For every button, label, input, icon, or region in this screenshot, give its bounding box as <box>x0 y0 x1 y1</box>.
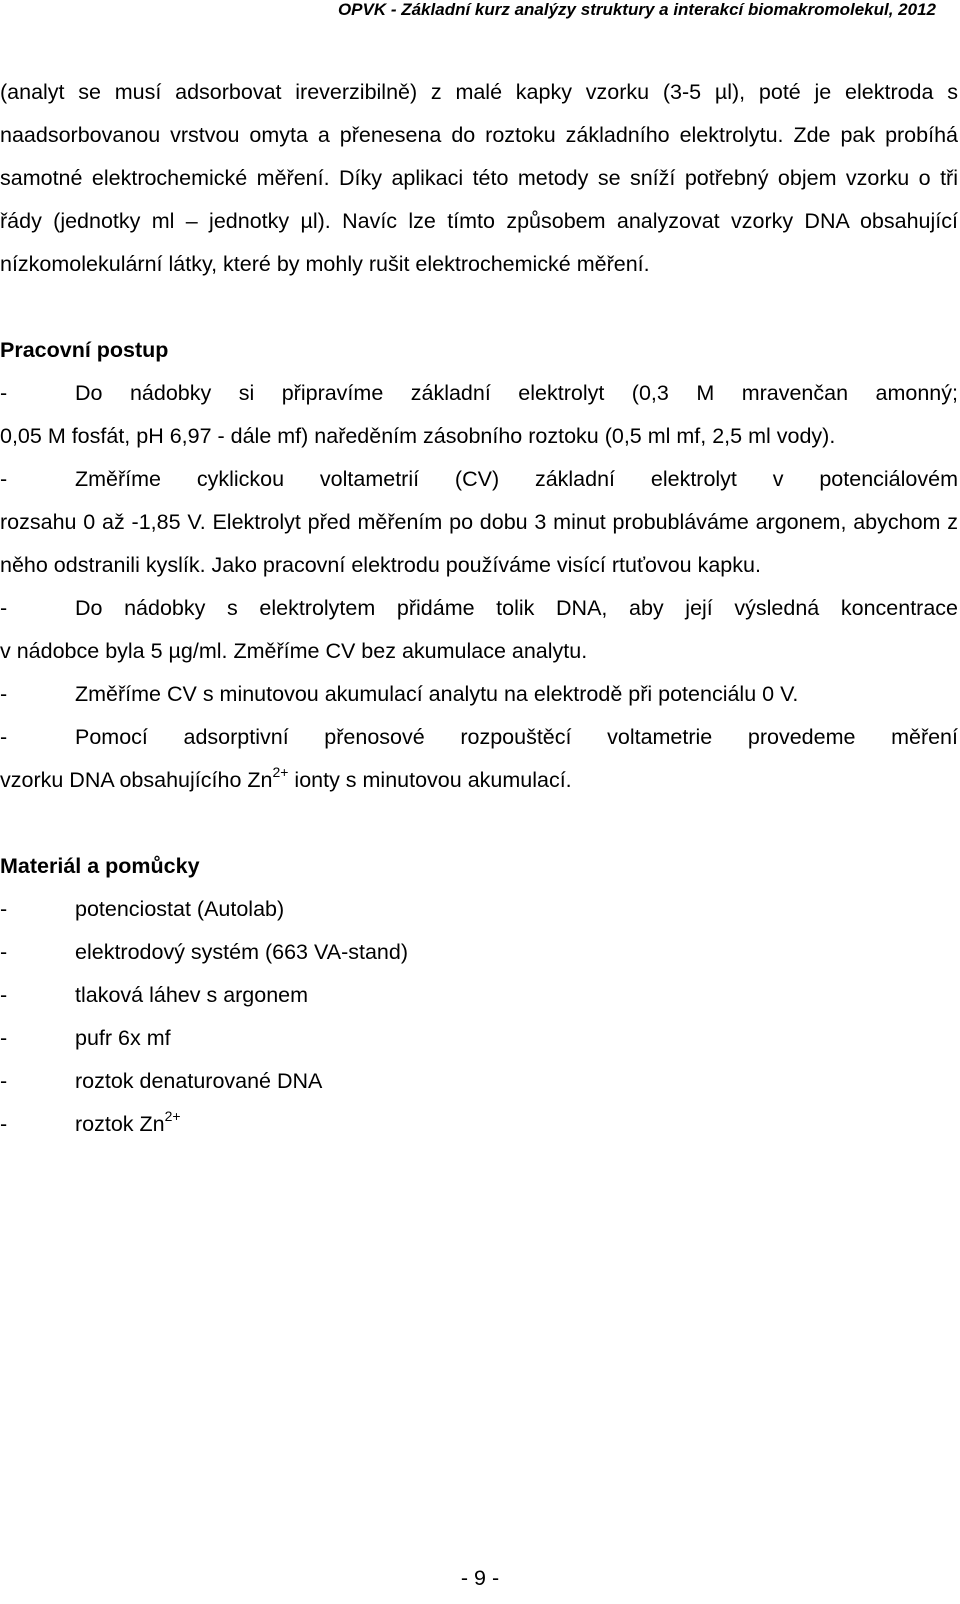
procedure-step <box>0 587 958 673</box>
step-text-rest: v nádobce byla 5 µg/ml. Změříme CV bez akumulace analytu. <box>0 639 588 663</box>
bullet-dash: - <box>0 1112 8 1136</box>
procedure-step <box>0 372 958 458</box>
intro-text: (analyt se musí adsorbovat ireverzibilně) z malé kapky vzorku (3-5 µl), poté je elektroda s naadsorbovanou vrstvou omyta a přenesena do roztoku základního elektrolytu. Zde pak probíhá samotné elektrochemické měření. Díky aplikaci této metody se sníží potřebný objem vzorku o tři řády (jednotky ml – jednotky µl). Navíc lze tímto způsobem analyzovat vzorky DNA obsahující nízkomolekulární látky, které by mohly rušit elektrochemické měření. <box>0 80 958 276</box>
intro-paragraph <box>0 71 958 286</box>
procedure-section <box>0 329 958 802</box>
page-number: - 9 - <box>460 1566 500 1590</box>
materials-item <box>0 931 958 974</box>
procedure-step <box>0 716 958 802</box>
step-text-rest: rozsahu 0 až -1,85 V. Elektrolyt před měřením po dobu 3 minut probubláváme argonem, abychom z něho odstranili kyslík. Jako pracovní elektrodu používáme visící rtuťovou kapku. <box>0 510 958 577</box>
document-body <box>0 71 958 1146</box>
step-text-rest: 0,05 M fosfát, pH 6,97 - dále mf) naředěním zásobního roztoku (0,5 ml mf, 2,5 ml vody). <box>0 424 836 448</box>
bullet-dash: - <box>0 682 8 706</box>
bullet-dash: - <box>0 983 8 1007</box>
item-text: roztok denaturované DNA <box>75 1069 323 1093</box>
bullet-dash: - <box>0 467 8 491</box>
procedure-heading: Pracovní postup <box>0 338 169 362</box>
step-text-first: Změříme cyklickou voltametrií (CV) základní elektrolyt v potenciálovém <box>75 467 958 491</box>
materials-item <box>0 974 958 1017</box>
materials-item <box>0 888 958 931</box>
step-text-rest: vzorku DNA obsahujícího $Zn^{2+}$ ionty s minutovou akumulací. <box>0 763 572 792</box>
procedure-step <box>0 458 958 587</box>
item-text: elektrodový systém (663 VA-stand) <box>75 940 408 964</box>
item-text: pufr 6x mf <box>75 1026 171 1050</box>
step-text-first: Do nádobky si připravíme základní elektrolyt (0,3 M mravenčan amonný; <box>75 381 958 405</box>
superscript-charge: 2+ <box>272 763 289 780</box>
materials-item <box>0 1103 958 1146</box>
bullet-dash: - <box>0 381 8 405</box>
superscript-charge: 2+ <box>164 1107 181 1124</box>
bullet-dash: - <box>0 1069 8 1093</box>
running-header: OPVK - Základní kurz analýzy struktury a interakcí biomakromolekul, 2012 <box>337 0 936 19</box>
procedure-step <box>0 673 958 716</box>
item-text: potenciostat (Autolab) <box>75 897 285 921</box>
bullet-dash: - <box>0 596 8 620</box>
bullet-dash: - <box>0 1026 8 1050</box>
materials-item <box>0 1017 958 1060</box>
step-text-first: Pomocí adsorptivní přenosové rozpouštěcí voltametrie provedeme měření <box>75 725 958 749</box>
bullet-dash: - <box>0 940 8 964</box>
item-text: tlaková láhev s argonem <box>75 983 309 1007</box>
bullet-dash: - <box>0 725 8 749</box>
materials-item <box>0 1060 958 1103</box>
step-text-first: Změříme CV s minutovou akumulací analytu na elektrodě při potenciálu 0 V. <box>75 682 799 706</box>
materials-heading: Materiál a pomůcky <box>0 854 200 878</box>
step-text-first: Do nádobky s elektrolytem přidáme tolik DNA, aby její výsledná koncentrace <box>75 596 958 620</box>
bullet-dash: - <box>0 897 8 921</box>
materials-section <box>0 845 958 1146</box>
item-text: roztok $Zn^{2+}$ <box>75 1107 181 1136</box>
